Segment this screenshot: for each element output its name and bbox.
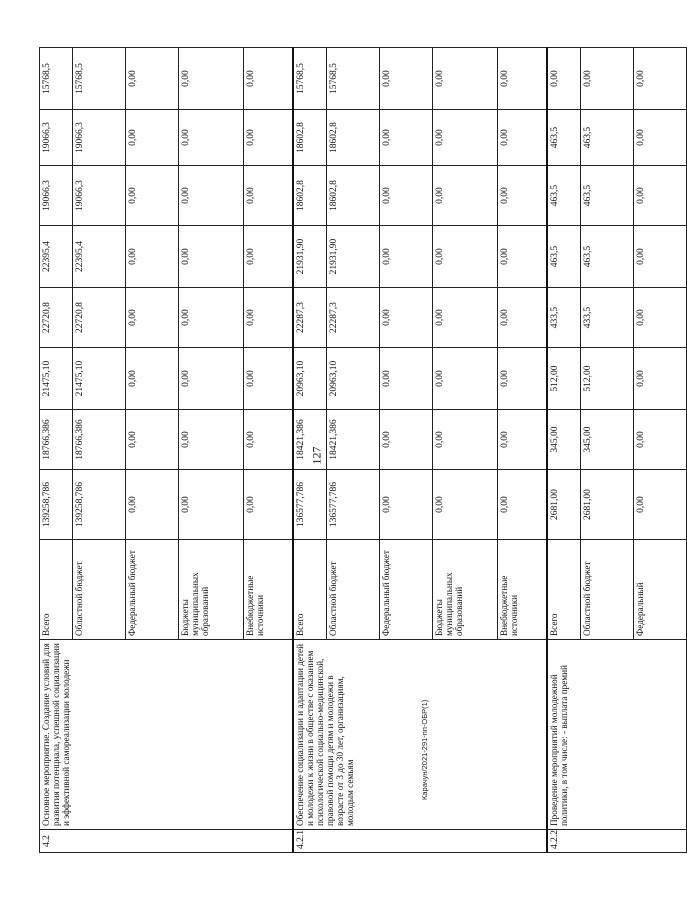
value-cell: 0,00 [380, 226, 433, 288]
value-cell: 0,00 [498, 410, 548, 470]
value-cell: 15768,5 [293, 48, 327, 110]
value-cell: 0,00 [380, 470, 433, 540]
value-cell: 18602,8 [327, 110, 380, 166]
value-cell: 463,5 [547, 166, 581, 226]
value-cell: 0,00 [244, 348, 294, 410]
value-cell: 0,00 [634, 288, 687, 348]
funding-source: Всего [547, 540, 581, 640]
value-cell: 0,00 [126, 110, 179, 166]
value-cell: 18421,386 [327, 410, 380, 470]
table-row [293, 48, 327, 853]
value-cell: 18602,8 [293, 166, 327, 226]
value-cell: 0,00 [380, 410, 433, 470]
value-cell: 0,00 [244, 470, 294, 540]
row-code: 4.2.1 [293, 830, 547, 853]
value-cell: 0,00 [634, 166, 687, 226]
funding-source: Областной бюджет [581, 540, 634, 640]
value-cell: 0,00 [433, 470, 498, 540]
value-cell: 22720,8 [73, 288, 126, 348]
value-cell: 0,00 [126, 470, 179, 540]
funding-source: Федеральный бюджет [126, 540, 179, 640]
value-cell: 20963,10 [293, 348, 327, 410]
value-cell: 0,00 [126, 288, 179, 348]
value-cell: 463,5 [547, 110, 581, 166]
value-cell: 0,00 [634, 470, 687, 540]
value-cell: 463,5 [581, 110, 634, 166]
value-cell: 0,00 [498, 226, 548, 288]
value-cell: 0,00 [380, 288, 433, 348]
funding-source: Федеральный бюджет [380, 540, 433, 640]
funding-source: Всего [40, 540, 73, 640]
value-cell: 0,00 [433, 410, 498, 470]
value-cell: 0,00 [433, 48, 498, 110]
value-cell: 433,5 [581, 288, 634, 348]
budget-table [39, 47, 687, 853]
value-cell: 463,5 [547, 226, 581, 288]
value-cell: 0,00 [126, 48, 179, 110]
value-cell: 18602,8 [293, 110, 327, 166]
value-cell: 0,00 [179, 166, 244, 226]
value-cell: 0,00 [126, 348, 179, 410]
value-cell: 0,00 [126, 410, 179, 470]
value-cell: 0,00 [433, 166, 498, 226]
value-cell: 0,00 [433, 288, 498, 348]
activity-name: Обеспечение социализации и адаптации детей и молодежи к жизни в обществе с оказанием психологической социально-медицинской, правовой помощи детям и молодежи в возрасте от 3 до 30 лет, организациям, молодым семьям [293, 640, 547, 830]
value-cell: 0,00 [380, 348, 433, 410]
funding-source: Внебюджетные источники [244, 540, 294, 640]
value-cell: 433,5 [547, 288, 581, 348]
value-cell: 18602,8 [327, 166, 380, 226]
value-cell: 136577,786 [327, 470, 380, 540]
value-cell: 19066,3 [73, 166, 126, 226]
rotated-table-container [39, 48, 646, 853]
value-cell: 139258,786 [73, 470, 126, 540]
value-cell: 0,00 [380, 48, 433, 110]
value-cell: 22395,4 [40, 226, 73, 288]
value-cell: 0,00 [433, 110, 498, 166]
value-cell: 21931,90 [327, 226, 380, 288]
value-cell: 21475,10 [73, 348, 126, 410]
value-cell: 22720,8 [40, 288, 73, 348]
value-cell: 0,00 [126, 166, 179, 226]
value-cell: 19066,3 [73, 110, 126, 166]
row-code: 4.2.2 [547, 830, 687, 853]
value-cell: 22287,3 [327, 288, 380, 348]
value-cell: 0,00 [244, 410, 294, 470]
value-cell: 463,5 [581, 226, 634, 288]
value-cell: 15768,5 [327, 48, 380, 110]
funding-source: Внебюджетные источники [498, 540, 548, 640]
value-cell: 15768,5 [40, 48, 73, 110]
value-cell: 0,00 [433, 348, 498, 410]
value-cell: 2681,00 [581, 470, 634, 540]
value-cell: 0,00 [498, 110, 548, 166]
value-cell: 18421,386 [293, 410, 327, 470]
value-cell: 0,00 [244, 226, 294, 288]
value-cell: 0,00 [581, 48, 634, 110]
value-cell: 19066,3 [40, 110, 73, 166]
value-cell: 0,00 [380, 166, 433, 226]
value-cell: 0,00 [634, 48, 687, 110]
value-cell: 18766,386 [40, 410, 73, 470]
value-cell: 0,00 [179, 410, 244, 470]
value-cell: 0,00 [126, 226, 179, 288]
value-cell: 0,00 [380, 110, 433, 166]
value-cell: 0,00 [179, 288, 244, 348]
value-cell: 0,00 [498, 288, 548, 348]
activity-name: Проведение мероприятий молодежной политики, в том числе: - выплата премий [547, 640, 687, 830]
footer-code: Карачун/2021-291-пп-ОБР(1) [420, 699, 429, 800]
value-cell: 0,00 [244, 166, 294, 226]
value-cell: 0,00 [498, 166, 548, 226]
value-cell: 19066,3 [40, 166, 73, 226]
value-cell: 0,00 [634, 226, 687, 288]
value-cell: 0,00 [547, 48, 581, 110]
table-body [40, 48, 687, 853]
activity-name: Основное мероприятие. Создание условий для развития потенциала, успешной социализации и эффективной самореализации молодежи [40, 640, 294, 830]
value-cell: 0,00 [433, 226, 498, 288]
value-cell: 21931,90 [293, 226, 327, 288]
value-cell: 15768,5 [73, 48, 126, 110]
value-cell: 18766,386 [73, 410, 126, 470]
table-row [40, 48, 73, 853]
table-row [547, 48, 581, 853]
value-cell: 0,00 [179, 348, 244, 410]
value-cell: 139258,786 [40, 470, 73, 540]
value-cell: 0,00 [179, 470, 244, 540]
value-cell: 0,00 [634, 110, 687, 166]
funding-source: Бюджеты муниципальных образований [179, 540, 244, 640]
value-cell: 0,00 [634, 410, 687, 470]
page-number: 127 [309, 446, 324, 465]
funding-source: Областной бюджет [73, 540, 126, 640]
funding-source: Всего [293, 540, 327, 640]
value-cell: 20963,10 [327, 348, 380, 410]
value-cell: 0,00 [179, 110, 244, 166]
funding-source: Бюджеты муниципальных образований [433, 540, 498, 640]
funding-source: Федеральный [634, 540, 687, 640]
value-cell: 0,00 [634, 348, 687, 410]
value-cell: 0,00 [244, 288, 294, 348]
value-cell: 0,00 [498, 470, 548, 540]
value-cell: 136577,786 [293, 470, 327, 540]
value-cell: 0,00 [498, 348, 548, 410]
value-cell: 463,5 [581, 166, 634, 226]
value-cell: 0,00 [244, 110, 294, 166]
value-cell: 0,00 [498, 48, 548, 110]
value-cell: 22395,4 [73, 226, 126, 288]
value-cell: 21475,10 [40, 348, 73, 410]
value-cell: 345,00 [547, 410, 581, 470]
value-cell: 512,00 [547, 348, 581, 410]
value-cell: 512,00 [581, 348, 634, 410]
value-cell: 22287,3 [293, 288, 327, 348]
value-cell: 0,00 [244, 48, 294, 110]
row-code: 4.2 [40, 830, 294, 853]
value-cell: 2681,00 [547, 470, 581, 540]
value-cell: 0,00 [179, 48, 244, 110]
funding-source: Областной бюджет [327, 540, 380, 640]
value-cell: 0,00 [179, 226, 244, 288]
value-cell: 345,00 [581, 410, 634, 470]
